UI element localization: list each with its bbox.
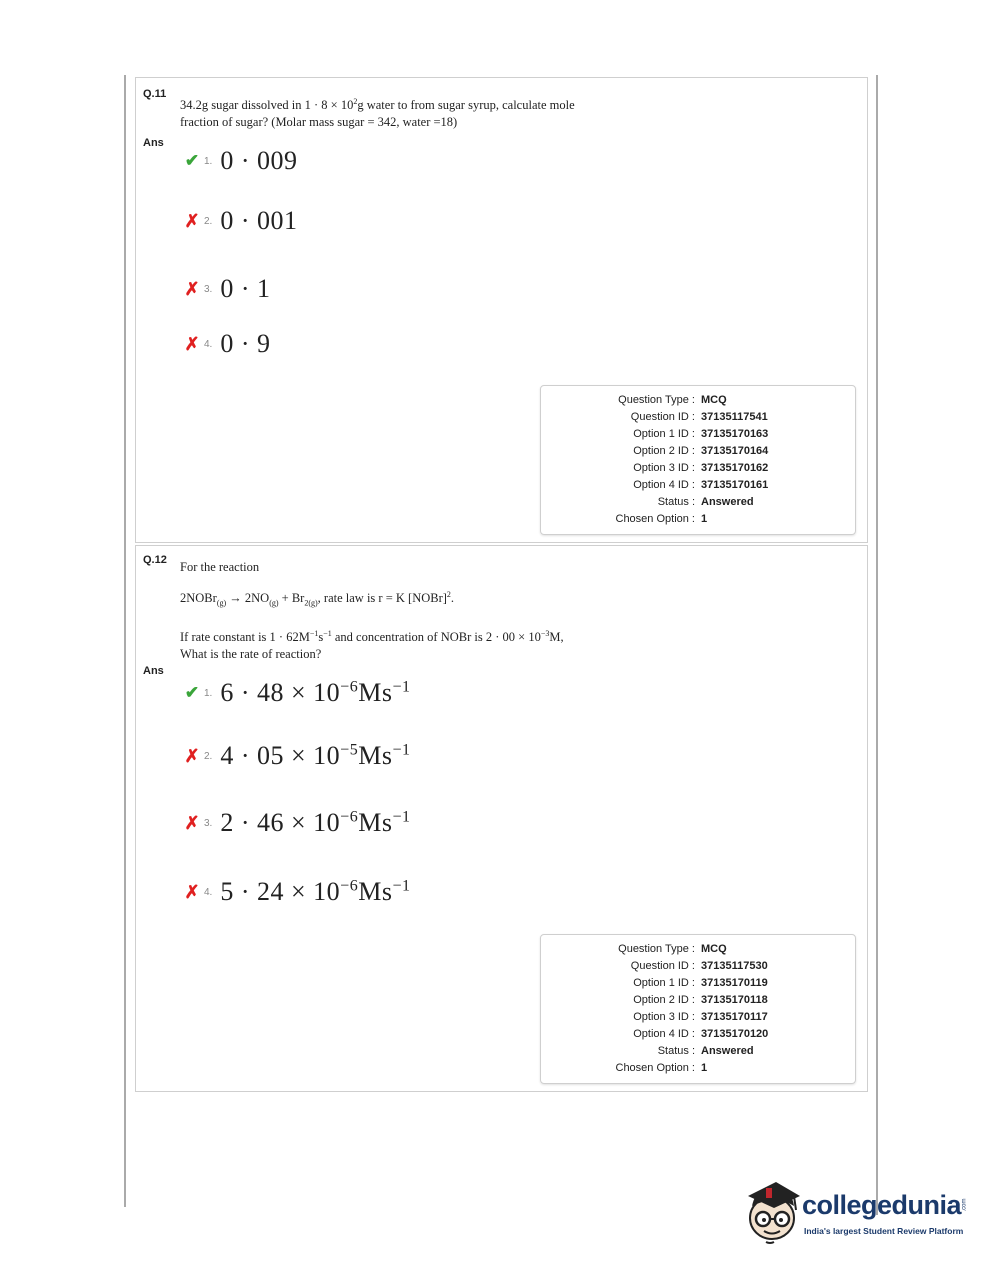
info-question-id — [541, 958, 855, 975]
eq-part: → 2NO — [226, 591, 270, 606]
info-label: Question ID : — [630, 960, 695, 972]
cross-icon: ✗ — [184, 333, 200, 354]
info-label: Question Type : — [618, 394, 695, 406]
question-info-panel — [540, 385, 856, 535]
info-value: 37135117541 — [701, 411, 768, 423]
question-text-line1-tail: g water to from sugar syrup, calculate mole — [357, 98, 575, 113]
option-mantissa: 2 · 46 × 10 — [220, 808, 341, 837]
option-value: 0 · 9 — [220, 329, 271, 358]
option-unit-exponent: −1 — [392, 877, 411, 895]
option-number: 2. — [204, 750, 213, 762]
option-unit-exponent: −1 — [392, 678, 411, 696]
cross-icon: ✗ — [184, 210, 200, 231]
rate-part: and concentration of NOBr is 2 · 00 × 10 — [331, 629, 541, 644]
info-label: Option 2 ID : — [633, 994, 695, 1006]
eq-part: . — [450, 591, 455, 606]
option-number: 4. — [204, 886, 213, 898]
question-text-line1: For the reaction — [180, 560, 260, 574]
option-exponent: −5 — [340, 741, 359, 759]
info-value: 1 — [701, 513, 708, 525]
option-mantissa: 4 · 05 × 10 — [220, 741, 341, 770]
info-label: Status : — [657, 496, 695, 508]
eq-part: , rate law is r = K [NOBr] — [317, 591, 447, 606]
info-question-type — [541, 392, 855, 409]
info-option4-id — [541, 477, 855, 494]
info-label: Status : — [657, 1045, 695, 1057]
info-value: MCQ — [701, 394, 727, 406]
rate-part: If rate constant is 1 · 62M — [180, 629, 310, 644]
brand-tagline: India's largest Student Review Platform — [804, 1226, 964, 1236]
info-value: 37135170118 — [701, 994, 768, 1006]
option-value: 0 · 009 — [220, 146, 298, 175]
info-label: Question ID : — [630, 411, 695, 423]
rate-part: s — [318, 629, 324, 644]
check-icon: ✔ — [184, 683, 200, 702]
info-label: Option 2 ID : — [633, 445, 695, 457]
option-value — [220, 877, 410, 907]
cross-icon: ✗ — [184, 812, 200, 833]
info-status — [541, 494, 855, 511]
option-value: 0 · 1 — [220, 274, 271, 303]
option-exponent: −6 — [340, 678, 359, 696]
info-option1-id — [541, 426, 855, 443]
question-text-line1: 34.2g sugar dissolved in 1 · 8 × 10 — [180, 98, 354, 113]
question-info-panel — [540, 934, 856, 1084]
option-1 — [182, 673, 410, 713]
option-number: 1. — [204, 155, 213, 167]
rate-sup: −1 — [323, 628, 332, 638]
option-2 — [182, 201, 298, 241]
exponent: 2 — [353, 97, 358, 106]
info-label: Option 3 ID : — [633, 1011, 695, 1023]
option-value — [220, 808, 410, 838]
option-exponent: −6 — [340, 877, 359, 895]
info-option1-id — [541, 975, 855, 992]
rate-sup: −1 — [309, 628, 319, 638]
info-value: 37135170162 — [701, 462, 769, 474]
info-label: Option 3 ID : — [633, 462, 695, 474]
option-number: 2. — [204, 215, 213, 227]
info-label: Option 4 ID : — [633, 1028, 695, 1040]
question-number: Q.12 — [143, 554, 167, 566]
option-unit: Ms — [358, 877, 393, 906]
question-text-last: What is the rate of reaction? — [180, 646, 322, 661]
mascot-icon — [742, 1176, 802, 1246]
eq-sup: 2 — [446, 590, 451, 599]
info-label: Chosen Option : — [615, 1062, 695, 1074]
info-value: 37135170119 — [701, 977, 768, 989]
option-unit: Ms — [358, 678, 393, 707]
option-number: 3. — [204, 283, 213, 295]
eq-part: 2NOBr — [180, 591, 217, 606]
info-value: 1 — [701, 1062, 708, 1074]
rate-sup: −3 — [540, 628, 550, 638]
brand-name: collegedunia — [802, 1190, 962, 1220]
brand-dotcom: .com — [961, 1198, 968, 1212]
page-right-rule — [876, 75, 878, 1215]
option-value: 0 · 001 — [220, 206, 298, 235]
info-value: Answered — [701, 1045, 754, 1057]
option-mantissa: 6 · 48 × 10 — [220, 678, 341, 707]
info-chosen-option — [541, 1060, 855, 1077]
info-label: Option 4 ID : — [633, 479, 695, 491]
question-number: Q.11 — [143, 88, 167, 100]
answer-label: Ans — [143, 137, 164, 149]
answer-label: Ans — [143, 665, 164, 677]
info-label: Option 1 ID : — [633, 977, 695, 989]
option-number: 1. — [204, 687, 213, 699]
info-option3-id — [541, 460, 855, 477]
info-option4-id — [541, 1026, 855, 1043]
cross-icon: ✗ — [184, 278, 200, 299]
info-value: 37135117530 — [701, 960, 768, 972]
rate-constant-line — [180, 625, 564, 646]
info-status — [541, 1043, 855, 1060]
question-block-12 — [135, 545, 868, 1092]
option-number: 4. — [204, 338, 213, 350]
question-block-11 — [135, 77, 868, 543]
reaction-equation — [180, 586, 564, 612]
info-option3-id — [541, 1009, 855, 1026]
option-3 — [182, 269, 271, 309]
info-label: Question Type : — [618, 943, 695, 955]
cross-icon: ✗ — [184, 881, 200, 902]
option-value — [220, 678, 410, 708]
eq-sub: (g) — [216, 598, 227, 608]
check-icon: ✔ — [184, 151, 200, 170]
info-question-type — [541, 941, 855, 958]
info-value: 37135170164 — [701, 445, 769, 457]
info-value: 37135170117 — [701, 1011, 768, 1023]
info-value: MCQ — [701, 943, 727, 955]
question-text — [180, 93, 575, 131]
rate-part: M, — [549, 629, 564, 644]
info-value: Answered — [701, 496, 754, 508]
info-value: 37135170161 — [701, 479, 769, 491]
option-mantissa: 5 · 24 × 10 — [220, 877, 341, 906]
option-unit: Ms — [358, 808, 393, 837]
info-value: 37135170120 — [701, 1028, 769, 1040]
page-left-rule — [124, 75, 126, 1207]
question-text — [180, 559, 564, 663]
question-text-line2: fraction of sugar? (Molar mass sugar = 342, water =18) — [180, 115, 458, 130]
collegedunia-logo — [742, 1176, 972, 1246]
option-number: 3. — [204, 817, 213, 829]
option-unit-exponent: −1 — [392, 741, 411, 759]
option-1 — [182, 141, 298, 181]
option-4 — [182, 324, 271, 364]
info-label: Chosen Option : — [615, 513, 695, 525]
option-2 — [182, 736, 410, 776]
option-3 — [182, 803, 410, 843]
eq-sub: 2(g) — [304, 598, 318, 608]
cross-icon: ✗ — [184, 745, 200, 766]
option-unit: Ms — [358, 741, 393, 770]
eq-sub: (g) — [269, 598, 279, 608]
info-chosen-option — [541, 511, 855, 528]
option-unit-exponent: −1 — [392, 808, 411, 826]
option-exponent: −6 — [340, 808, 359, 826]
info-label: Option 1 ID : — [633, 428, 695, 440]
info-question-id — [541, 409, 855, 426]
eq-part: + Br — [278, 591, 305, 606]
info-option2-id — [541, 443, 855, 460]
option-4 — [182, 872, 410, 912]
info-value: 37135170163 — [701, 428, 769, 440]
option-value — [220, 741, 410, 771]
info-option2-id — [541, 992, 855, 1009]
